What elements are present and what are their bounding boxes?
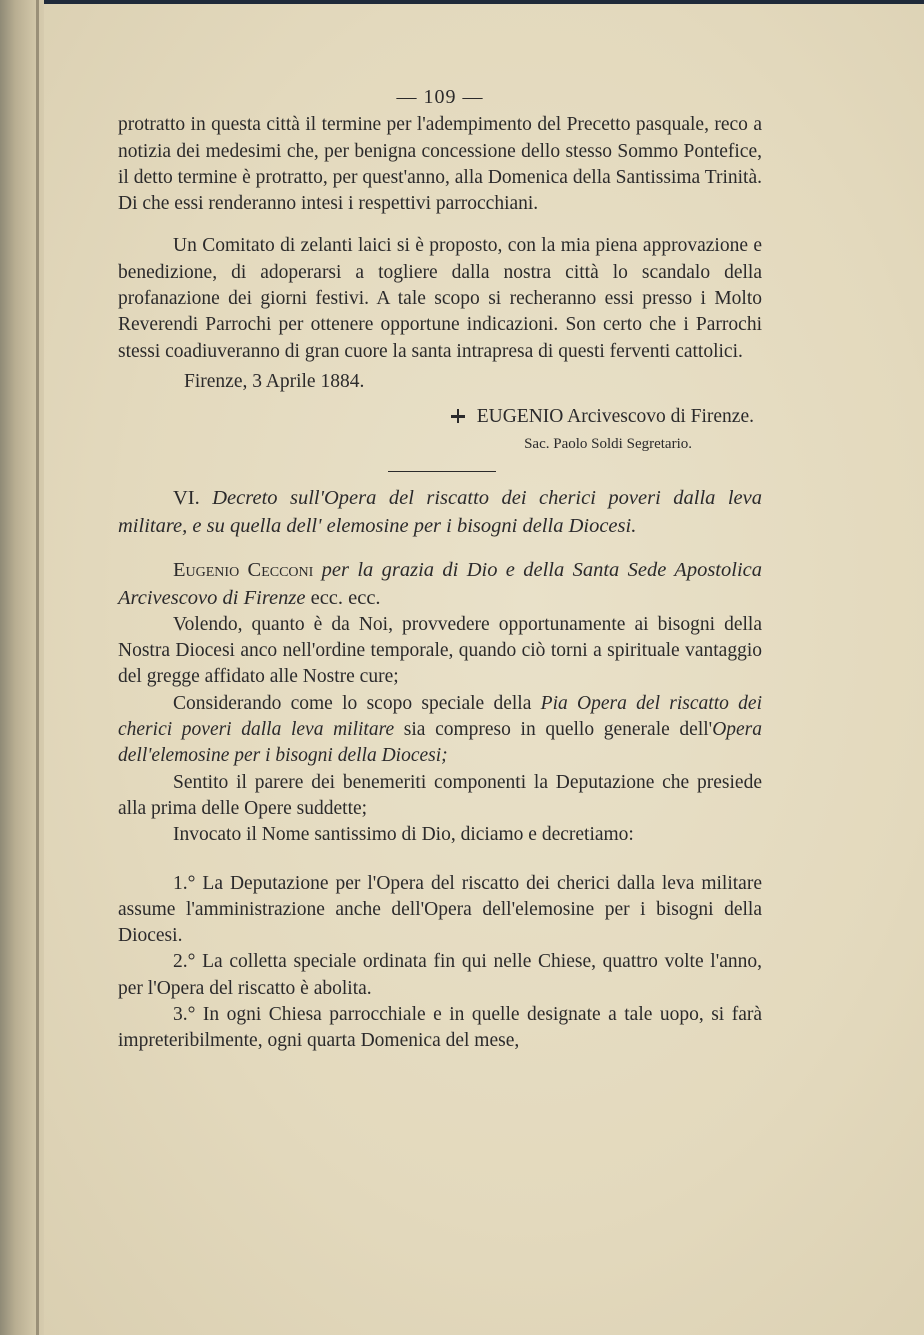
consideration-2-part-a: Considerando come lo scopo speciale della xyxy=(173,692,532,714)
consideration-2-part-d: Opera dell'elemosine per i bisogni della Diocesi; xyxy=(118,719,763,767)
decree-heading xyxy=(118,556,762,612)
paragraph-2: Un Comitato di zelanti laici si è proposto, con la mia piena approvazione e benedizione, di adoperarsi a togliere dalla nostra città lo scandalo della profanazione dei giorni festivi. A tale scopo si recheranno essi presso i Molto Reverendi Parrochi per ottenere opportune indicazioni. Son certo che i Parrochi stessi coadiuveranno di gran cuore la santa intrapresa di questi ferventi cattolici. xyxy=(118,235,762,362)
archbishop-name: Eugenio Cecconi xyxy=(173,558,314,581)
secretary-line: Sac. Paolo Soldi Segretario. xyxy=(524,435,692,452)
page-number: — 109 — xyxy=(396,86,484,108)
section-divider xyxy=(388,471,496,472)
archbishop-title: per la grazia di Dio e della Santa Sede Apostolica Arcivescovo di Firenze xyxy=(118,558,762,609)
date-line: Firenze, 3 Aprile 1884. xyxy=(184,370,365,392)
consideration-2 xyxy=(118,691,762,770)
article-3: 3.° In ogni Chiesa parrocchiale e in quelle designate a tale uopo, si farà impreteribilmente, ogni quarta Domenica del mese, xyxy=(118,1004,762,1052)
heading-suffix: ecc. ecc. xyxy=(310,586,381,609)
consideration-1: Volendo, quanto è da Noi, provvedere opportunamente ai bisogni della Nostra Diocesi anco nell'ordine temporale, quando ciò torni a spirituale vantaggio del gregge affidato alle Nostre cure; xyxy=(118,613,762,688)
consideration-3: Sentito il parere dei benemeriti componenti la Deputazione che presiede alla prima delle Opere suddette; xyxy=(118,771,762,819)
cross-icon xyxy=(451,409,465,423)
consideration-2-part-b: Pia Opera del riscatto dei cherici poveri dalla leva militare xyxy=(118,692,762,741)
article-2: 2.° La colletta speciale ordinata fin qui nelle Chiese, quattro volte l'anno, per l'Opera del riscatto è abolita. xyxy=(118,951,762,999)
section-title xyxy=(118,484,762,540)
consideration-4: Invocato il Nome santissimo di Dio, diciamo e decretiamo: xyxy=(173,824,634,846)
signature-line xyxy=(118,404,754,430)
page-text xyxy=(118,84,762,1055)
paragraph-1: protratto in questa città il termine per l'adempimento del Precetto pasquale, reco a notizia dei medesimi che, per benigna concessione dello stesso Sommo Pontefice, il detto termine è protratto, per quest'anno, alla Domenica della Santissima Trinità. Di che essi renderanno intesi i respettivi parrocchiani. xyxy=(118,114,762,215)
article-1: 1.° La Deputazione per l'Opera del riscatto dei cherici dalla leva militare assume l'amministrazione anche dell'Opera dell'elemosine per i bisogni della Diocesi. xyxy=(118,872,762,947)
section-number: VI. xyxy=(173,486,200,509)
book-binding xyxy=(0,0,44,1335)
book-page xyxy=(44,4,924,1335)
consideration-2-part-c: sia compreso in quello generale dell' xyxy=(403,719,713,741)
section-title-text: Decreto sull'Opera del riscatto dei cherici poveri dalla leva militare, e su quella dell' elemosine per i bisogni della Diocesi. xyxy=(118,486,763,537)
signature-text: EUGENIO Arcivescovo di Firenze. xyxy=(476,406,754,428)
